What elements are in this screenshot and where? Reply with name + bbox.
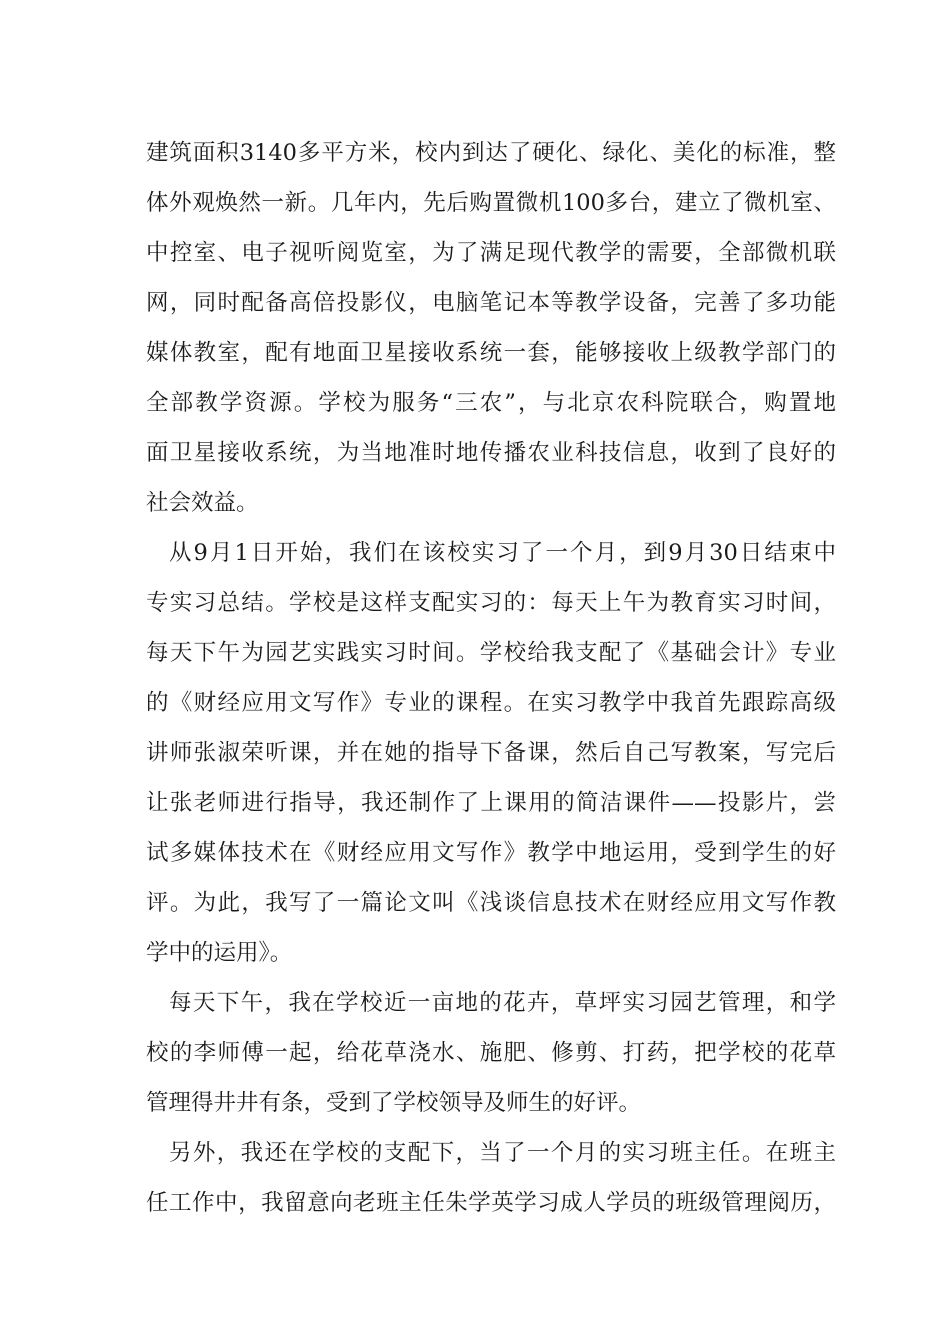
text-line: 网，同时配备高倍投影仪，电脑笔记本等教学设备，完善了多功能 — [146, 290, 836, 316]
text-line: 体外观焕然一新。几年内，先后购置微机100多台，建立了微机室、 — [146, 190, 836, 216]
text-line: 学中的运用》。 — [146, 940, 293, 966]
text-line: 让张老师进行指导，我还制作了上课用的简洁课件——投影片，尝 — [146, 790, 836, 816]
text-line: 任工作中，我留意向老班主任朱学英学习成人学员的班级管理阅历， — [146, 1190, 836, 1216]
document-body — [146, 128, 836, 1228]
text-line: 的《财经应用文写作》专业的课程。在实习教学中我首先跟踪高级 — [146, 690, 836, 716]
text-line: 校的李师傅一起，给花草浇水、施肥、修剪、打药，把学校的花草 — [146, 1040, 836, 1066]
text-line: 媒体教室，配有地面卫星接收系统一套，能够接收上级教学部门的 — [146, 340, 836, 366]
text-line: 中控室、电子视听阅览室，为了满足现代教学的需要，全部微机联 — [146, 240, 836, 266]
paragraph-class-teacher — [146, 1128, 836, 1228]
text-line: 每天下午，我在学校近一亩地的花卉，草坪实习园艺管理，和学 — [169, 990, 836, 1016]
text-line: 讲师张淑荣听课，并在她的指导下备课，然后自己写教案，写完后 — [146, 740, 836, 766]
paragraph-facilities — [146, 128, 836, 528]
text-line: 专实习总结。学校是这样支配实习的：每天上午为教育实习时间， — [146, 590, 836, 616]
text-line: 每天下午为园艺实践实习时间。学校给我支配了《基础会计》专业 — [146, 640, 836, 666]
text-line: 面卫星接收系统，为当地准时地传播农业科技信息，收到了良好的 — [146, 440, 836, 466]
text-line: 从9月1日开始，我们在该校实习了一个月，到9月30日结束中 — [169, 540, 836, 566]
text-line: 评。为此，我写了一篇论文叫《浅谈信息技术在财经应用文写作教 — [146, 890, 836, 916]
text-line: 另外，我还在学校的支配下，当了一个月的实习班主任。在班主 — [169, 1140, 836, 1166]
text-line: 管理得井井有条，受到了学校领导及师生的好评。 — [146, 1090, 642, 1116]
text-line: 社会效益。 — [146, 490, 259, 516]
text-line: 全部教学资源。学校为服务“三农”，与北京农科院联合，购置地 — [146, 390, 836, 416]
text-line: 建筑面积3140多平方米，校内到达了硬化、绿化、美化的标准，整 — [146, 140, 836, 166]
paragraph-internship-teaching — [146, 528, 836, 978]
text-line: 试多媒体技术在《财经应用文写作》教学中地运用，受到学生的好 — [146, 840, 836, 866]
paragraph-gardening — [146, 978, 836, 1128]
